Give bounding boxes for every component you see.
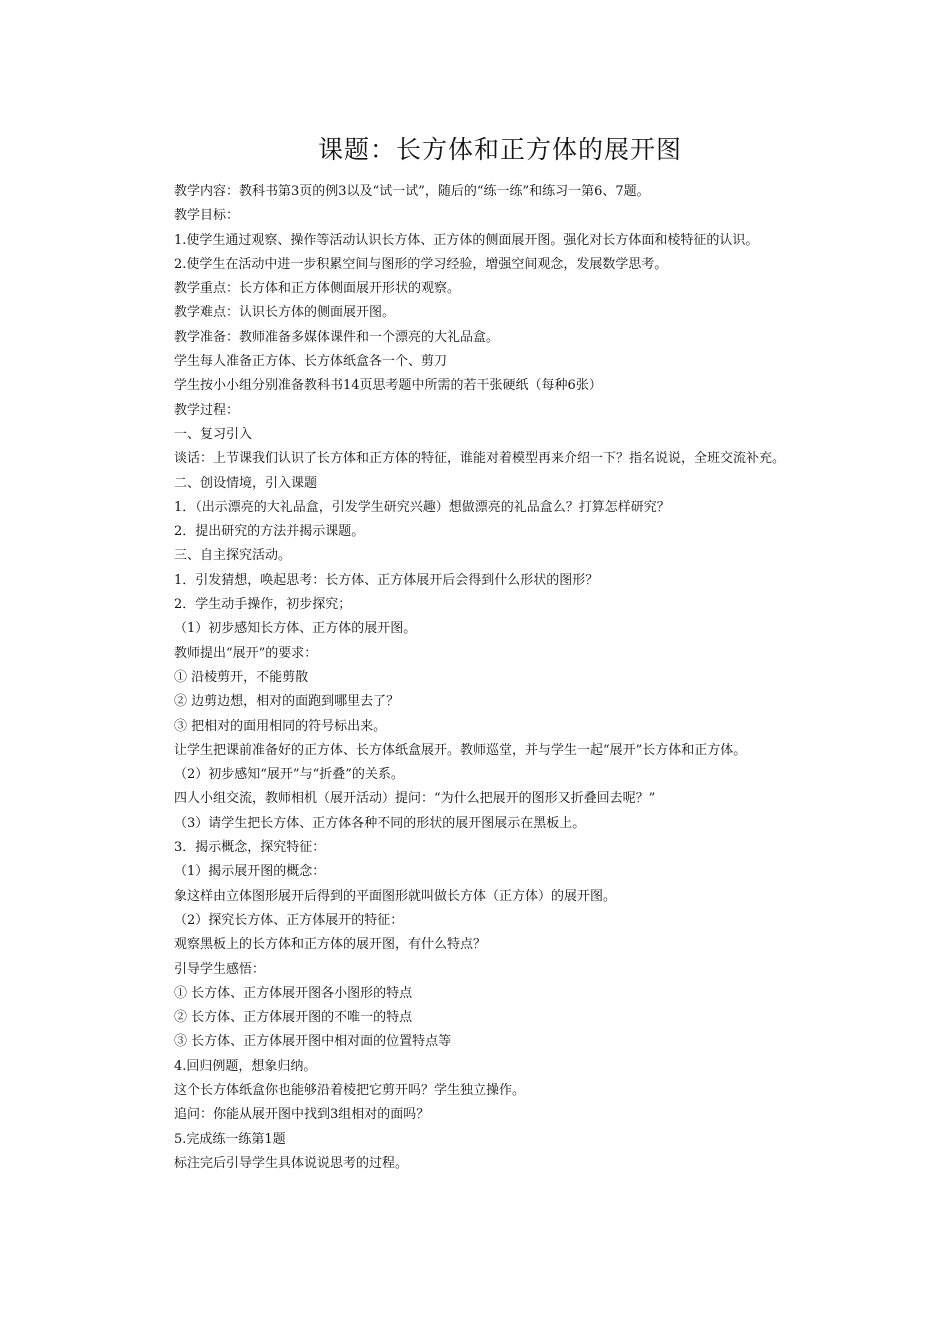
content-line: 1.使学生通过观察、操作等活动认识长方体、正方体的侧面展开图。强化对长方体面和棱特征的认识。 (174, 232, 759, 248)
content-line: （2）初步感知“展开”与“折叠”的关系。 (174, 767, 404, 783)
content-line: 学生每人准备正方体、长方体纸盒各一个、剪刀 (174, 354, 448, 370)
content-line: ② 边剪边想，相对的面跑到哪里去了？ (174, 694, 400, 710)
content-line: 三、自主探究活动。 (174, 548, 292, 564)
content-line: 3．揭示概念，探究特征： (174, 840, 326, 856)
content-line: 教学过程： (174, 402, 240, 418)
content-line: 教学准备：教师准备多媒体课件和一个漂亮的大礼品盒。 (174, 329, 500, 345)
content-line: 观察黑板上的长方体和正方体的展开图，有什么特点？ (174, 937, 487, 953)
content-line: ② 长方体、正方体展开图的不唯一的特点 (174, 1010, 413, 1026)
content-line: 引导学生感悟： (174, 961, 266, 977)
content-line: 追问：你能从展开图中找到3组相对的面吗？ (174, 1107, 430, 1123)
content-line: 4.回归例题，想象归纳。 (174, 1058, 317, 1074)
content-line: 教学目标： (174, 208, 240, 224)
content-line: （1）揭示展开图的概念： (174, 864, 326, 880)
content-line: 教学重点：长方体和正方体侧面展开形状的观察。 (174, 281, 461, 297)
content-line: （3）请学生把长方体、正方体各种不同的形状的展开图展示在黑板上。 (174, 815, 586, 831)
content-line: 四人小组交流，教师相机（展开活动）提问：“为什么把展开的图形又折叠回去呢？” (174, 791, 656, 807)
content-line: 标注完后引导学生具体说说思考的过程。 (174, 1155, 409, 1171)
content-line: 2.使学生在活动中进一步积累空间与图形的学习经验，增强空间观念，发展数学思考。 (174, 256, 668, 272)
content-line: 5.完成练一练第1题 (174, 1131, 286, 1147)
content-line: （1）初步感知长方体、正方体的展开图。 (174, 621, 417, 637)
content-line: 二、创设情境，引入课题 (174, 475, 318, 491)
document-body (146, 180, 816, 1176)
content-line: ③ 把相对的面用相同的符号标出来。 (174, 718, 387, 734)
content-line: 一、复习引入 (174, 426, 253, 442)
content-line: 教学难点：认识长方体的侧面展开图。 (174, 305, 396, 321)
content-line: ① 长方体、正方体展开图各小图形的特点 (174, 985, 413, 1001)
content-line: 2．学生动手操作，初步探究； (174, 597, 352, 613)
content-line: 2．提出研究的方法并揭示课题。 (174, 524, 365, 540)
content-line: 教师提出“展开”的要求： (174, 645, 318, 661)
content-line: （2）探究长方体、正方体展开的特征： (174, 912, 404, 928)
content-line: ③ 长方体、正方体展开图中相对面的位置特点等 (174, 1034, 452, 1050)
content-line: 象这样由立体图形展开后得到的平面图形就叫做长方体（正方体）的展开图。 (174, 888, 617, 904)
content-line: 1．引发猜想，唤起思考：长方体、正方体展开后会得到什么形状的图形？ (174, 572, 599, 588)
content-line: 学生按小小组分别准备教科书14页思考题中所需的若干张硬纸（每种6张） (174, 378, 602, 394)
content-line: 教学内容：教科书第3页的例3以及“试一试”，随后的“练一练”和练习一第6、7题。 (174, 184, 650, 199)
content-line: 让学生把课前准备好的正方体、长方体纸盒展开。教师巡堂，并与学生一起“展开”长方体和正方体。 (174, 742, 747, 758)
page-title: 课题：长方体和正方体的展开图 (317, 135, 682, 164)
content-line: 这个长方体纸盒你也能够沿着棱把它剪开吗？学生独立操作。 (174, 1082, 526, 1098)
content-line: ① 沿棱剪开，不能剪散 (174, 669, 309, 685)
content-line: 1．（出示漂亮的大礼品盒，引发学生研究兴趣）想做漂亮的礼品盒么？打算怎样研究？ (174, 499, 670, 515)
content-paragraph: 谈话：上节课我们认识了长方体和正方体的特征，谁能对着模型再来介绍一下？指名说说，全班交流补充。 (174, 451, 786, 467)
